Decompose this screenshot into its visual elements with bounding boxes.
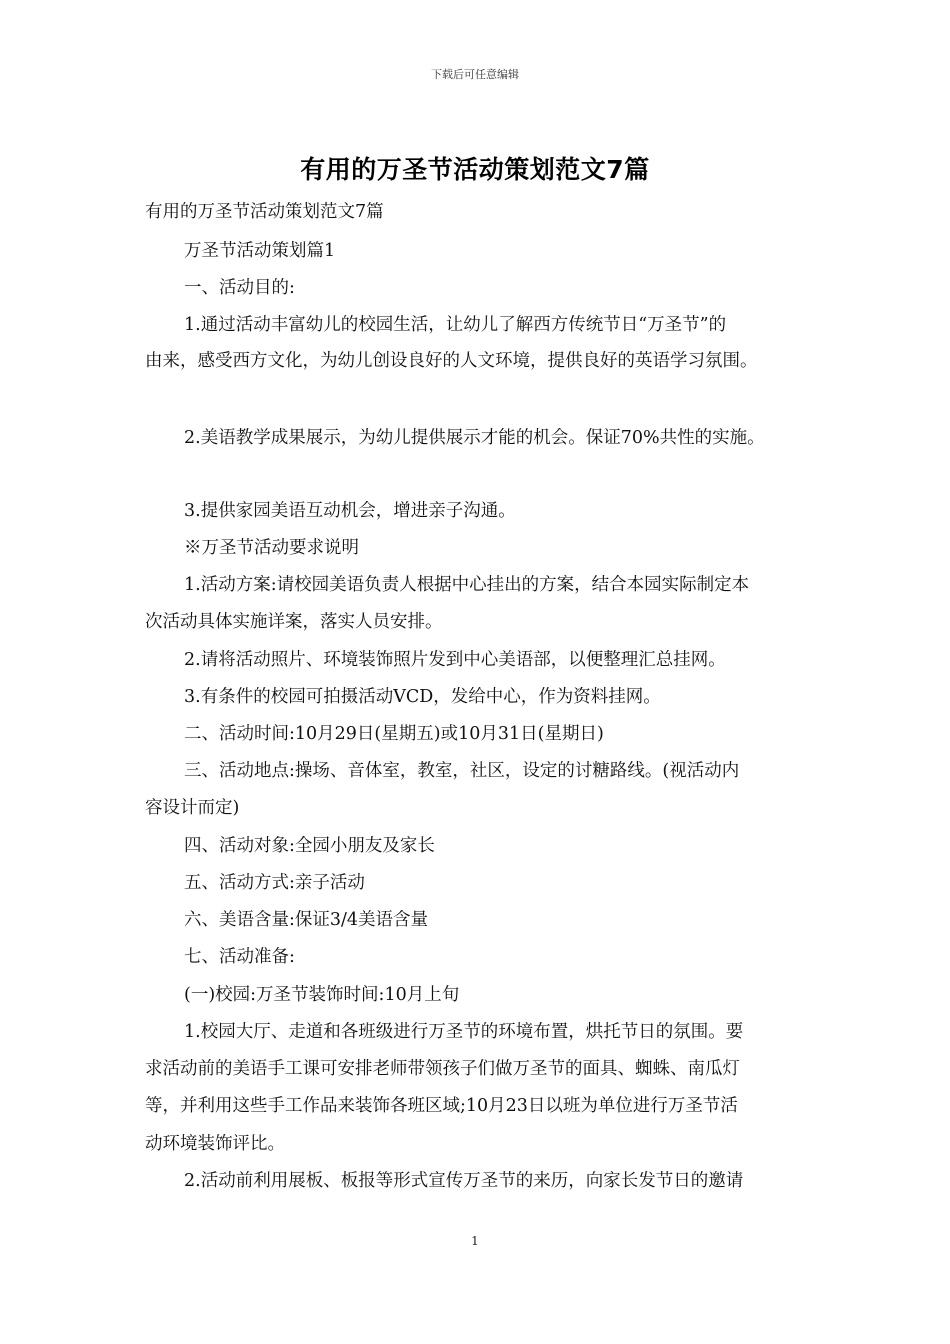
paragraph-line: 3.有条件的校园可拍摄活动VCD，发给中心，作为资料挂网。	[184, 687, 661, 707]
paragraph-line: ※万圣节活动要求说明	[184, 538, 359, 558]
document-title: 有用的万圣节活动策划范文7篇	[300, 155, 650, 184]
paragraph-line: 2.美语教学成果展示，为幼儿提供展示才能的机会。保证70%共性的实施。	[184, 428, 765, 448]
paragraph-line: 2.活动前利用展板、板报等形式宣传万圣节的来历，向家长发节日的邀请	[184, 1171, 744, 1191]
paragraph-line: 三、活动地点:操场、音体室，教室，社区，设定的讨糖路线。(视活动内	[184, 761, 740, 781]
paragraph-line: 六、美语含量:保证3/4美语含量	[184, 910, 429, 930]
paragraph-line: 七、活动准备:	[184, 947, 295, 967]
paragraph-line: 动环境装饰评比。	[145, 1134, 285, 1154]
paragraph-line: 四、活动对象:全园小朋友及家长	[184, 836, 435, 856]
page-number: 1	[471, 1234, 479, 1248]
paragraph-line: 1.校园大厅、走道和各班级进行万圣节的环境布置，烘托节日的氛围。要	[184, 1022, 744, 1042]
paragraph-line: 容设计而定)	[145, 798, 240, 818]
paragraph-line: 等，并利用这些手工作品来装饰各班区域;10月23日以班为单位进行万圣节活	[145, 1096, 738, 1116]
subtitle-line: 有用的万圣节活动策划范文7篇	[145, 202, 384, 222]
header-note: 下载后可任意编辑	[431, 68, 519, 81]
paragraph-line: 2.请将活动照片、环境装饰照片发到中心美语部，以便整理汇总挂网。	[184, 650, 726, 670]
paragraph-line: 二、活动时间:10月29日(星期五)或10月31日(星期日)	[184, 724, 604, 744]
paragraph-line: 由来，感受西方文化，为幼儿创设良好的人文环境，提供良好的英语学习氛围。	[145, 351, 758, 371]
paragraph-line: 3.提供家园美语互动机会，增进亲子沟通。	[184, 501, 516, 521]
paragraph-line: 一、活动目的:	[184, 278, 295, 298]
paragraph-line: 求活动前的美语手工课可安排老师带领孩子们做万圣节的面具、蜘蛛、南瓜灯	[145, 1059, 740, 1079]
paragraph-line: 1.活动方案:请校园美语负责人根据中心挂出的方案，结合本园实际制定本	[184, 575, 750, 595]
paragraph-line: 五、活动方式:亲子活动	[184, 873, 365, 893]
paragraph-line: 1.通过活动丰富幼儿的校园生活，让幼儿了解西方传统节日“万圣节”的	[184, 315, 727, 335]
paragraph-line: (一)校园:万圣节装饰时间:10月上旬	[184, 985, 460, 1005]
section-heading: 万圣节活动策划篇1	[184, 241, 336, 261]
paragraph-line: 次活动具体实施详案，落实人员安排。	[145, 612, 443, 632]
